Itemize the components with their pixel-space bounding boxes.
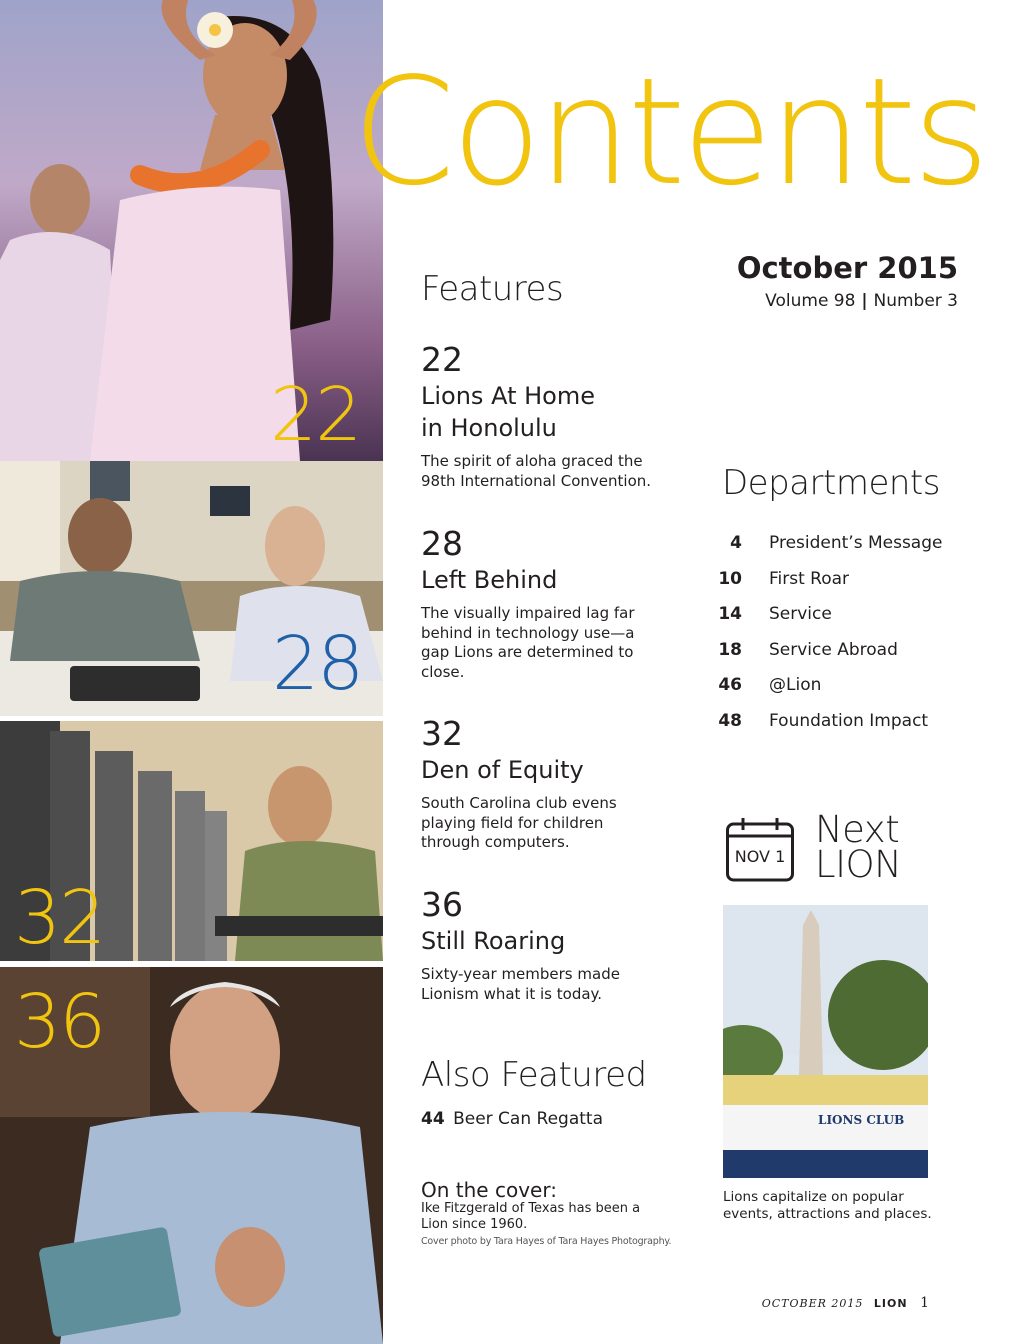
feature-description-line: Sixty-year members made: [421, 965, 620, 983]
issue-volume-number: [700, 291, 958, 311]
department-page: 4: [730, 533, 742, 553]
cover-note: [421, 1179, 691, 1247]
next-issue-photo[interactable]: [723, 905, 928, 1178]
department-label: Foundation Impact: [769, 711, 929, 731]
department-label: Service Abroad: [769, 640, 898, 660]
feature-description-line: 98th International Convention.: [421, 471, 652, 490]
photo-page-number-36: 36: [14, 979, 105, 1065]
department-label: @Lion: [769, 675, 822, 695]
features-heading: Features: [421, 269, 564, 309]
feature-description-line: close.: [421, 662, 465, 681]
float-sign: LIONS CLUB: [818, 1113, 905, 1127]
feature-description-line: The visually impaired lag far: [421, 604, 635, 622]
also-featured-page: 44: [421, 1109, 445, 1129]
feature-photo-cover-portrait[interactable]: [0, 967, 383, 1344]
cover-text-line: Lion since 1960.: [421, 1217, 528, 1232]
department-label: President’s Message: [769, 533, 943, 553]
feature-page-number: 28: [421, 524, 463, 563]
footer-brand: LION: [873, 1297, 908, 1310]
department-page: 14: [718, 604, 742, 624]
department-item[interactable]: [700, 604, 960, 634]
department-item[interactable]: [700, 569, 960, 599]
feature-title-line: Left Behind: [421, 566, 558, 594]
department-item[interactable]: [700, 711, 960, 741]
also-featured-item[interactable]: [421, 1109, 603, 1129]
photo-page-number-28: 28: [272, 621, 363, 707]
department-item[interactable]: [700, 675, 960, 705]
department-item[interactable]: [700, 533, 960, 563]
department-page: 46: [718, 675, 742, 695]
feature-page-number: 22: [421, 340, 463, 379]
departments-heading: Departments: [722, 463, 940, 503]
department-page: 48: [718, 711, 742, 731]
issue-number: Number 3: [873, 291, 958, 311]
feature-photo-technology[interactable]: [0, 461, 383, 716]
issue-month: October 2015: [736, 251, 958, 285]
feature-item[interactable]: [421, 885, 691, 1004]
calendar-date: NOV 1: [734, 847, 786, 866]
department-page: 18: [718, 640, 742, 660]
feature-description-line: behind in technology use—a: [421, 623, 635, 642]
next-lion-line: Next: [815, 808, 900, 851]
page-title: Contents: [352, 46, 986, 218]
feature-description-line: through computers.: [421, 833, 570, 851]
caption-line: Lions capitalize on popular: [723, 1189, 904, 1205]
feature-photo-hula-dancer[interactable]: [0, 0, 383, 461]
feature-item[interactable]: [421, 340, 691, 491]
department-page: 10: [718, 569, 742, 589]
feature-description-line: playing field for children: [421, 813, 604, 832]
calendar-icon: [726, 818, 794, 882]
department-item[interactable]: [700, 640, 960, 670]
feature-item[interactable]: [421, 524, 691, 682]
footer-month: OCTOBER 2015: [761, 1297, 864, 1310]
department-label: Service: [769, 604, 832, 624]
cover-heading: On the cover:: [421, 1178, 557, 1202]
feature-page-number: 36: [421, 885, 463, 924]
feature-description-line: The spirit of aloha graced the: [421, 452, 643, 470]
next-lion-heading: [815, 808, 902, 886]
also-featured-label: Beer Can Regatta: [453, 1109, 603, 1129]
monument-parade-illustration: [723, 905, 928, 1178]
feature-title-line: Still Roaring: [421, 927, 566, 955]
divider: |: [855, 291, 874, 311]
next-lion-line: LION: [815, 843, 902, 886]
issue-volume: Volume 98: [765, 291, 856, 311]
department-label: First Roar: [769, 569, 850, 589]
next-issue-caption: [723, 1189, 953, 1223]
cover-text-line: Ike Fitzgerald of Texas has been a: [421, 1201, 641, 1216]
cover-photo-credit: Cover photo by Tara Hayes of Tara Hayes Photography.: [421, 1236, 672, 1247]
photo-page-number-22: 22: [270, 372, 361, 458]
feature-description-line: South Carolina club evens: [421, 794, 617, 812]
photo-page-number-32: 32: [14, 875, 105, 961]
caption-line: events, attractions and places.: [723, 1206, 932, 1222]
feature-description-line: gap Lions are determined to: [421, 643, 634, 661]
also-featured-heading: Also Featured: [421, 1055, 647, 1095]
feature-page-number: 32: [421, 714, 463, 753]
feature-title-line: Den of Equity: [421, 756, 584, 784]
feature-description-line: Lionism what it is today.: [421, 984, 603, 1003]
page-footer: [700, 1295, 930, 1311]
footer-page-number: 1: [920, 1295, 930, 1311]
feature-title-line: in Honolulu: [421, 414, 557, 442]
feature-item[interactable]: [421, 714, 691, 853]
feature-title-line: Lions At Home: [421, 382, 595, 410]
feature-photo-computers[interactable]: [0, 721, 383, 961]
